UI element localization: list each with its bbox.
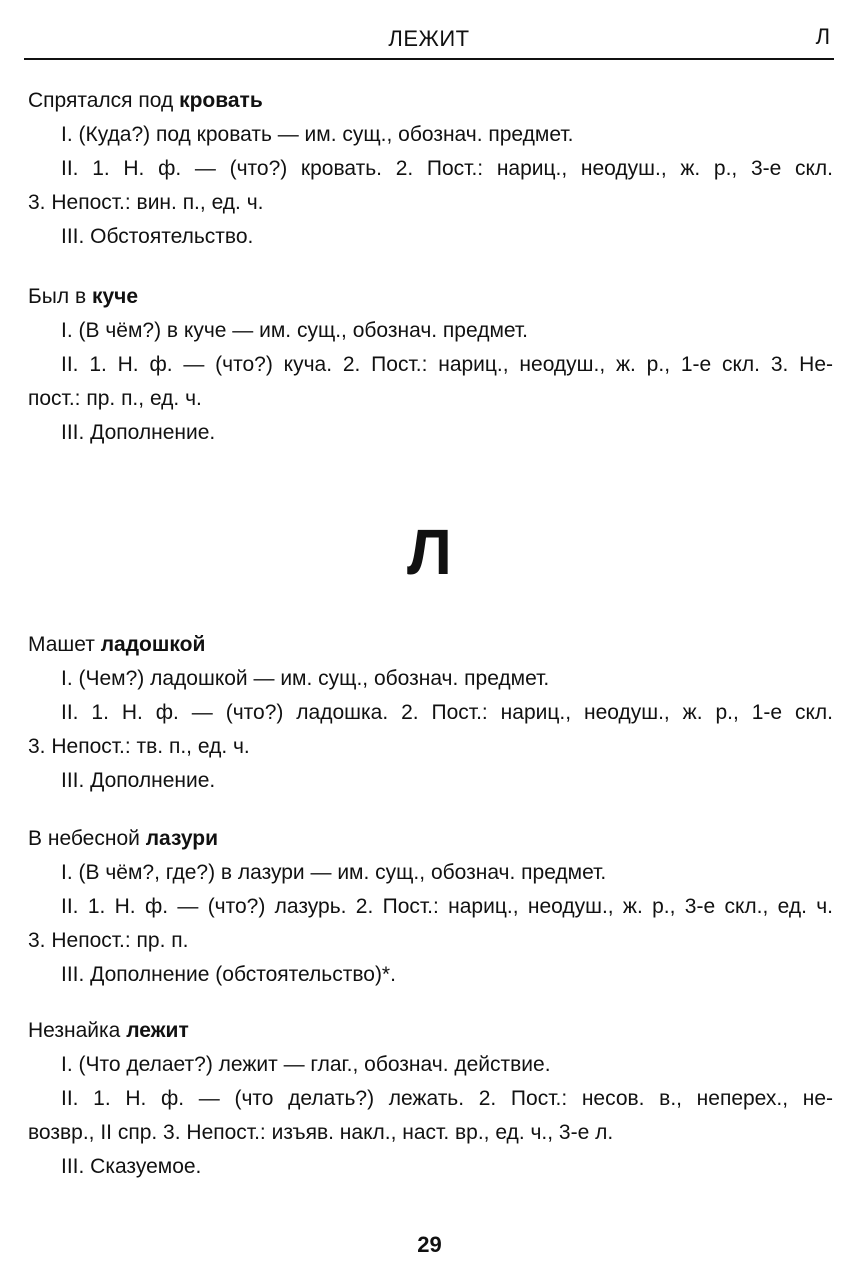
entry-headword: лазури [145,827,219,850]
parse-entry [28,628,833,798]
entry-line-2: II. 1. Н. ф. — (что?) лазурь. 2. Пост.: нариц., неодуш., ж. р., 3-е скл., ед. ч. [61,895,833,918]
parse-entry [28,280,833,450]
page-number: 29 [417,1232,442,1257]
entry-line-1: I. (Чем?) ладошкой — им. сущ., обознач. предмет. [61,667,550,690]
entry-heading [28,84,833,118]
running-header-title: ЛЕЖИТ [388,26,470,51]
entry-line-2: II. 1. Н. ф. — (что?) куча. 2. Пост.: нариц., неодуш., ж. р., 1-е скл. 3. Не- [61,353,833,376]
entry-headword: ладошкой [100,633,206,656]
entry-line-3: 3. Непост.: вин. п., ед. ч. [28,191,264,214]
entry-line-1: I. (В чём?) в куче — им. сущ., обознач. предмет. [61,319,528,342]
entry-line-4: III. Дополнение. [61,421,216,444]
entry-line-1: I. (Что делает?) лежит — глаг., обознач. действие. [61,1053,551,1076]
entry-heading [28,628,833,662]
entry-line-3: пост.: пр. п., ед. ч. [28,387,202,410]
entry-headword: кровать [179,89,263,112]
entry-line-2: II. 1. Н. ф. — (что?) ладошка. 2. Пост.: нариц., неодуш., ж. р., 1-е скл. [61,701,833,724]
entry-line-2: II. 1. Н. ф. — (что делать?) лежать. 2. Пост.: несов. в., неперех., не- [61,1087,833,1110]
section-letter: Л [407,516,452,588]
entry-heading [28,1014,833,1048]
entry-line-3: возвр., II спр. 3. Непост.: изъяв. накл., наст. вр., ед. ч., 3-е л. [28,1121,614,1144]
entry-line-1: I. (В чём?, где?) в лазури — им. сущ., обознач. предмет. [61,861,607,884]
entry-heading-text: Был в [28,285,92,308]
running-header-letter: Л [815,24,830,49]
entry-heading [28,822,833,856]
entry-heading-text: В небесной [28,827,146,850]
parse-entry [28,84,833,254]
entry-line-3: 3. Непост.: пр. п. [28,929,189,952]
entry-headword: куче [91,285,139,308]
entry-heading-text: Спрятался под [28,89,180,112]
entry-line-4: III. Обстоятельство. [61,225,254,248]
entry-heading-text: Машет [28,633,101,656]
running-header [24,0,834,60]
entry-line-1: I. (Куда?) под кровать — им. сущ., обознач. предмет. [61,123,574,146]
entry-line-4: III. Дополнение. [61,769,216,792]
parse-entry [28,1014,833,1184]
entry-heading [28,280,833,314]
entry-line-3: 3. Непост.: тв. п., ед. ч. [28,735,250,758]
entry-line-4: III. Сказуемое. [61,1155,202,1178]
entry-line-4: III. Дополнение (обстоятельство)*. [61,963,396,986]
entry-heading-text: Незнайка [28,1019,127,1042]
parse-entry [28,822,833,992]
entry-line-2: II. 1. Н. ф. — (что?) кровать. 2. Пост.: нариц., неодуш., ж. р., 3-е скл. [61,157,833,180]
entry-headword: лежит [126,1019,189,1042]
